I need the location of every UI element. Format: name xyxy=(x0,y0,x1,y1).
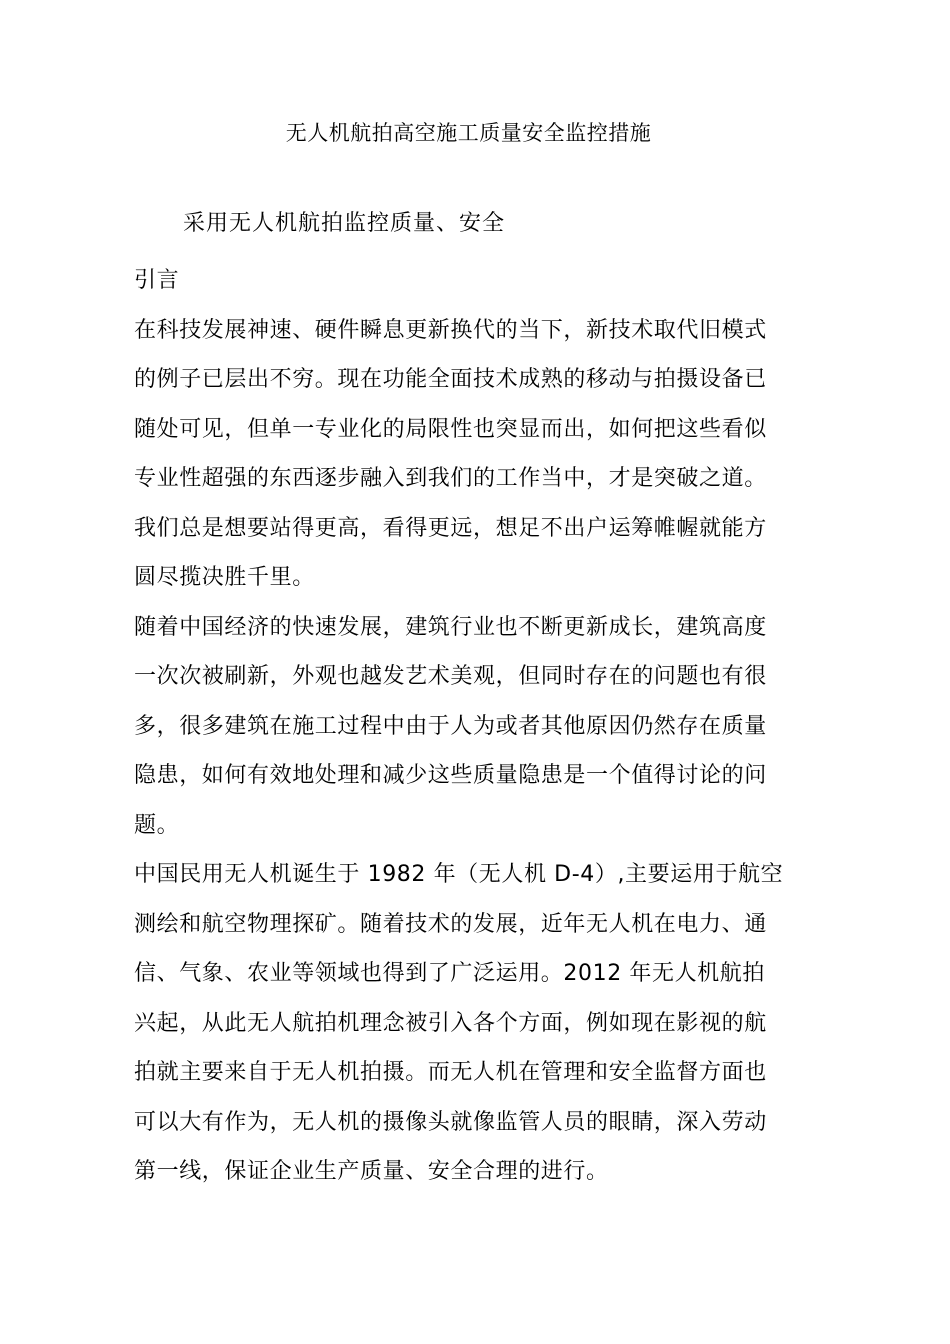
paragraph-line: 专业性超强的东西逐步融入到我们的工作当中，才是突破之道。 xyxy=(134,466,767,491)
paragraph-line: 第一线，保证企业生产质量、安全合理的进行。 xyxy=(134,1159,609,1184)
paragraph-line: 隐患，如何有效地处理和减少这些质量隐患是一个值得讨论的问 xyxy=(134,763,767,788)
document-body xyxy=(134,256,814,1197)
document-title: 无人机航拍高空施工质量安全监控措施 xyxy=(285,121,652,145)
paragraph-line: 题。 xyxy=(134,812,180,838)
paragraph-line: 测绘和航空物理探矿。随着技术的发展，近年无人机在电力、通 xyxy=(134,911,767,937)
paragraph-line: 拍就主要来自于无人机拍摄。而无人机在管理和安全监督方面也 xyxy=(134,1060,767,1085)
section-heading-intro: 引言 xyxy=(134,268,180,293)
paragraph-line: 多，很多建筑在施工过程中由于人为或者其他原因仍然存在质量 xyxy=(134,713,767,739)
document-subtitle: 采用无人机航拍监控质量、安全 xyxy=(183,211,506,236)
paragraph-line: 信、气象、农业等领域也得到了广泛运用。2012 年无人机航拍 xyxy=(134,961,765,986)
paragraph-line: 我们总是想要站得更高，看得更远，想足不出户运筹帷幄就能方 xyxy=(134,515,767,541)
paragraph-line: 随处可见，但单一专业化的局限性也突显而出，如何把这些看似 xyxy=(134,416,767,442)
paragraph-line: 随着中国经济的快速发展，建筑行业也不断更新成长，建筑高度 xyxy=(134,614,767,640)
paragraph-line: 的例子已层出不穷。现在功能全面技术成熟的移动与拍摄设备已 xyxy=(134,367,767,392)
paragraph-line: 圆尽揽决胜千里。 xyxy=(134,565,315,590)
paragraph-line: 中国民用无人机诞生于 1982 年（无人机 D-4）,主要运用于航空 xyxy=(134,862,784,887)
paragraph-line: 兴起，从此无人航拍机理念被引入各个方面，例如现在影视的航 xyxy=(134,1010,767,1036)
paragraph-line: 一次次被刷新，外观也越发艺术美观，但同时存在的问题也有很 xyxy=(134,664,767,689)
paragraph-line: 在科技发展神速、硬件瞬息更新换代的当下，新技术取代旧模式 xyxy=(134,317,767,343)
paragraph-line: 可以大有作为，无人机的摄像头就像监管人员的眼睛，深入劳动 xyxy=(134,1109,767,1135)
